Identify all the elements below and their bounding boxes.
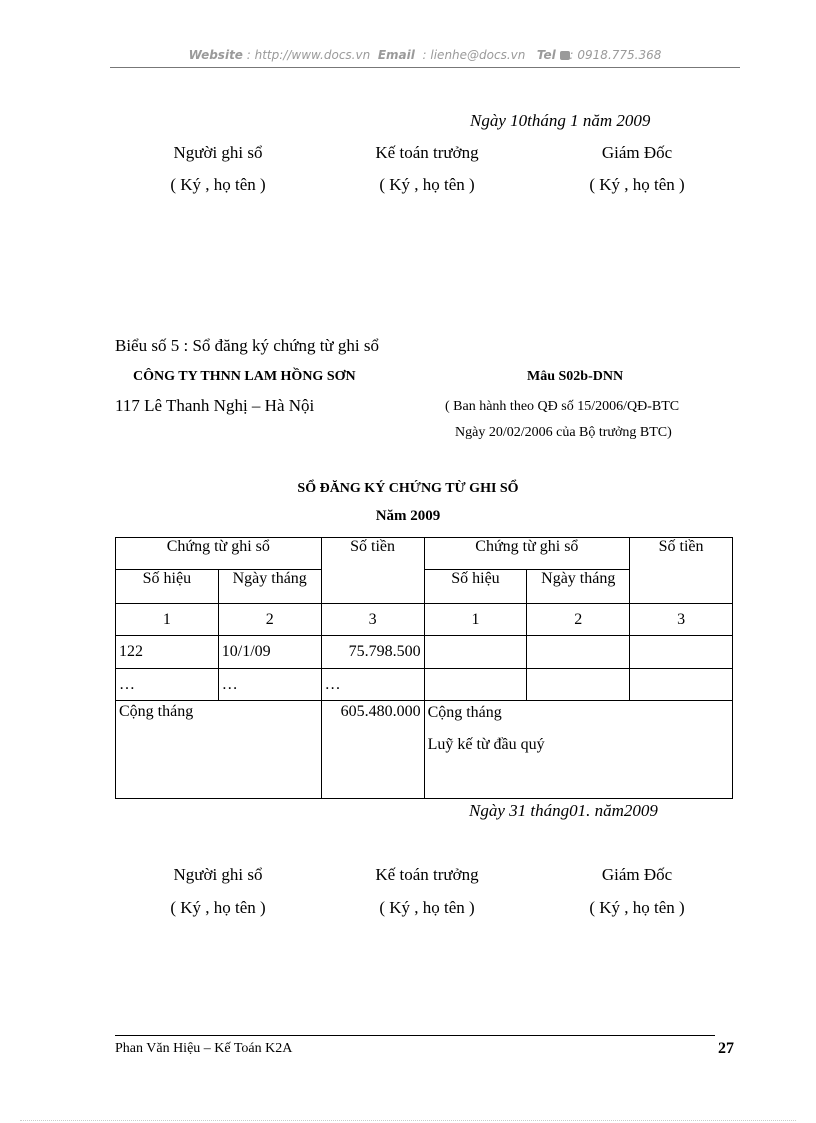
website-value[interactable]: : http://www.docs.vn <box>246 48 371 62</box>
left-group-header: Chứng từ ghi sổ <box>116 538 322 570</box>
site-header <box>110 48 740 62</box>
top-sign-note-1: ( Ký , họ tên ) <box>170 175 266 194</box>
ellipsis-cell: … <box>218 669 321 701</box>
footer-author: Phan Văn Hiệu – Kế Toán K2A <box>115 1041 293 1056</box>
document-title: SỔ ĐĂNG KÝ CHỨNG TỪ GHI SỔ <box>297 481 519 496</box>
top-sign-note-3: ( Ký , họ tên ) <box>589 175 685 194</box>
website-label: Website <box>188 48 243 62</box>
totals-row <box>116 701 733 799</box>
top-date: Ngày 10tháng 1 năm 2009 <box>470 111 651 130</box>
decree-line-1: ( Ban hành theo QĐ số 15/2006/QĐ-BTC <box>445 399 680 414</box>
col-number: 2 <box>218 604 321 636</box>
phone-icon <box>560 51 570 60</box>
decree-line-2: Ngày 20/02/2006 của Bộ trưởng BTC) <box>455 425 672 440</box>
right-date-header: Ngày tháng <box>527 570 630 604</box>
bottom-sign-note-3: ( Ký , họ tên ) <box>589 898 685 917</box>
email-label: Email <box>377 48 415 62</box>
company-name: CÔNG TY THNN LAM HỒNG SƠN <box>133 369 356 384</box>
col-number: 1 <box>116 604 219 636</box>
right-number-header: Số hiệu <box>424 570 527 604</box>
right-group-header: Chứng từ ghi sổ <box>424 538 630 570</box>
col-number: 1 <box>424 604 527 636</box>
company-address: 117 Lê Thanh Nghị – Hà Nội <box>115 396 315 415</box>
voucher-amount: 75.798.500 <box>321 636 424 669</box>
bottom-role-chief-accountant: Kế toán trưởng <box>375 865 479 884</box>
right-totals-cell <box>424 701 732 799</box>
tel-value: : 0918.775.368 <box>569 48 662 62</box>
top-role-recorder: Người ghi sổ <box>173 143 263 162</box>
empty-cell <box>424 636 527 669</box>
voucher-date: 10/1/09 <box>218 636 321 669</box>
table-row <box>116 669 733 701</box>
empty-cell <box>527 636 630 669</box>
page-edge-dotted-line <box>20 1120 796 1121</box>
bottom-role-director: Giám Đốc <box>601 865 673 884</box>
page-number: 27 <box>718 1040 734 1057</box>
empty-cell <box>630 669 733 701</box>
left-date-header: Ngày tháng <box>218 570 321 604</box>
top-sign-note-2: ( Ký , họ tên ) <box>379 175 475 194</box>
table-header-row <box>116 538 733 570</box>
email-value[interactable]: : lienhe@docs.vn <box>422 48 526 62</box>
right-cumulative-label: Luỹ kế từ đầu quý <box>427 736 545 753</box>
table-row <box>116 636 733 669</box>
col-number: 3 <box>321 604 424 636</box>
left-amount-header: Số tiền <box>321 538 424 604</box>
col-number: 2 <box>527 604 630 636</box>
left-number-header: Số hiệu <box>116 570 219 604</box>
empty-cell <box>424 669 527 701</box>
bottom-sign-note-1: ( Ký , họ tên ) <box>170 898 266 917</box>
left-total-label: Cộng tháng <box>116 701 322 799</box>
bottom-date: Ngày 31 tháng01. năm2009 <box>469 801 658 820</box>
right-amount-header: Số tiền <box>630 538 733 604</box>
voucher-number: 122 <box>116 636 219 669</box>
form-caption: Biểu số 5 : Sổ đăng ký chứng từ ghi sổ <box>115 336 379 355</box>
right-total-label: Cộng tháng <box>427 704 502 721</box>
footer-rule <box>115 1035 715 1036</box>
empty-cell <box>630 636 733 669</box>
column-number-row <box>116 604 733 636</box>
ellipsis-cell: … <box>321 669 424 701</box>
bottom-role-recorder: Người ghi sổ <box>173 865 263 884</box>
ellipsis-cell: … <box>116 669 219 701</box>
empty-cell <box>527 669 630 701</box>
document-year: Năm 2009 <box>375 508 441 524</box>
form-code: Mâu S02b-DNN <box>527 369 624 384</box>
tel-label: Tel <box>536 48 556 62</box>
col-number: 3 <box>630 604 733 636</box>
top-role-chief-accountant: Kế toán trưởng <box>375 143 479 162</box>
ledger-table <box>115 537 733 799</box>
top-role-director: Giám Đốc <box>601 143 673 162</box>
header-rule <box>110 67 740 68</box>
bottom-sign-note-2: ( Ký , họ tên ) <box>379 898 475 917</box>
left-total-value: 605.480.000 <box>321 701 424 799</box>
